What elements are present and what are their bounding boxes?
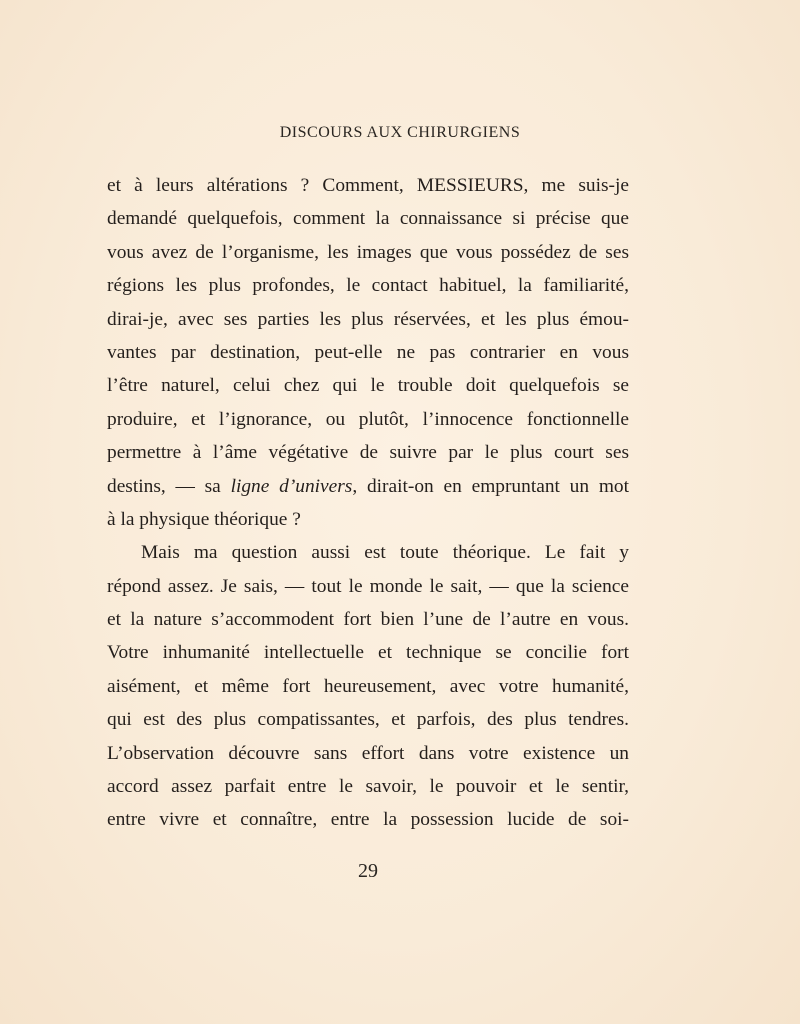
text-line: vantes par destination, peut-elle ne pas contrarier en vous <box>107 341 629 363</box>
text-line: et la nature s’accommodent fort bien l’une de l’autre en vous. <box>107 609 629 631</box>
text-line: et à leurs altérations ? Comment, MESSIEURS, me suis-je <box>107 175 629 196</box>
italic-phrase: ligne d’univers <box>230 475 353 497</box>
body-text <box>107 169 629 837</box>
text-line: L’observation découvre sans effort dans votre existence un <box>107 742 629 764</box>
text-line: permettre à l’âme végétative de suivre par le plus court ses <box>107 442 629 464</box>
page-number: 29 <box>358 860 378 882</box>
text-line: aisément, et même fort heureusement, avec votre humanité, <box>107 675 629 697</box>
text-line: vous avez de l’organisme, les images que vous possédez de ses <box>107 241 629 263</box>
text-line: l’être naturel, celui chez qui le trouble doit quelquefois se <box>107 375 629 397</box>
text-line: entre vivre et connaître, entre la possession lucide de soi- <box>107 809 629 831</box>
text-line: dirai-je, avec ses parties les plus réservées, et les plus émou- <box>107 308 629 330</box>
text-line-paragraph-start: Mais ma question aussi est toute théorique. Le fait y <box>141 542 629 564</box>
text-line: demandé quelquefois, comment la connaissance si précise que <box>107 208 629 230</box>
text-line: régions les plus profondes, le contact habituel, la familiarité, <box>107 275 629 297</box>
text-line <box>107 470 629 503</box>
text-line: Votre inhumanité intellectuelle et technique se concilie fort <box>107 642 629 664</box>
text-segment: destins, — sa <box>107 475 231 497</box>
text-line: à la physique théorique ? <box>107 508 301 530</box>
text-line: accord assez parfait entre le savoir, le pouvoir et le sentir, <box>107 776 629 798</box>
text-line: produire, et l’ignorance, ou plutôt, l’innocence fonctionnelle <box>107 408 629 430</box>
running-head: DISCOURS AUX CHIRURGIENS <box>279 124 521 141</box>
text-segment: , dirait-on en empruntant un mot <box>352 475 629 497</box>
text-line: qui est des plus compatissantes, et parfois, des plus tendres. <box>107 709 629 731</box>
text-line: répond assez. Je sais, — tout le monde le sait, — que la science <box>107 575 629 597</box>
